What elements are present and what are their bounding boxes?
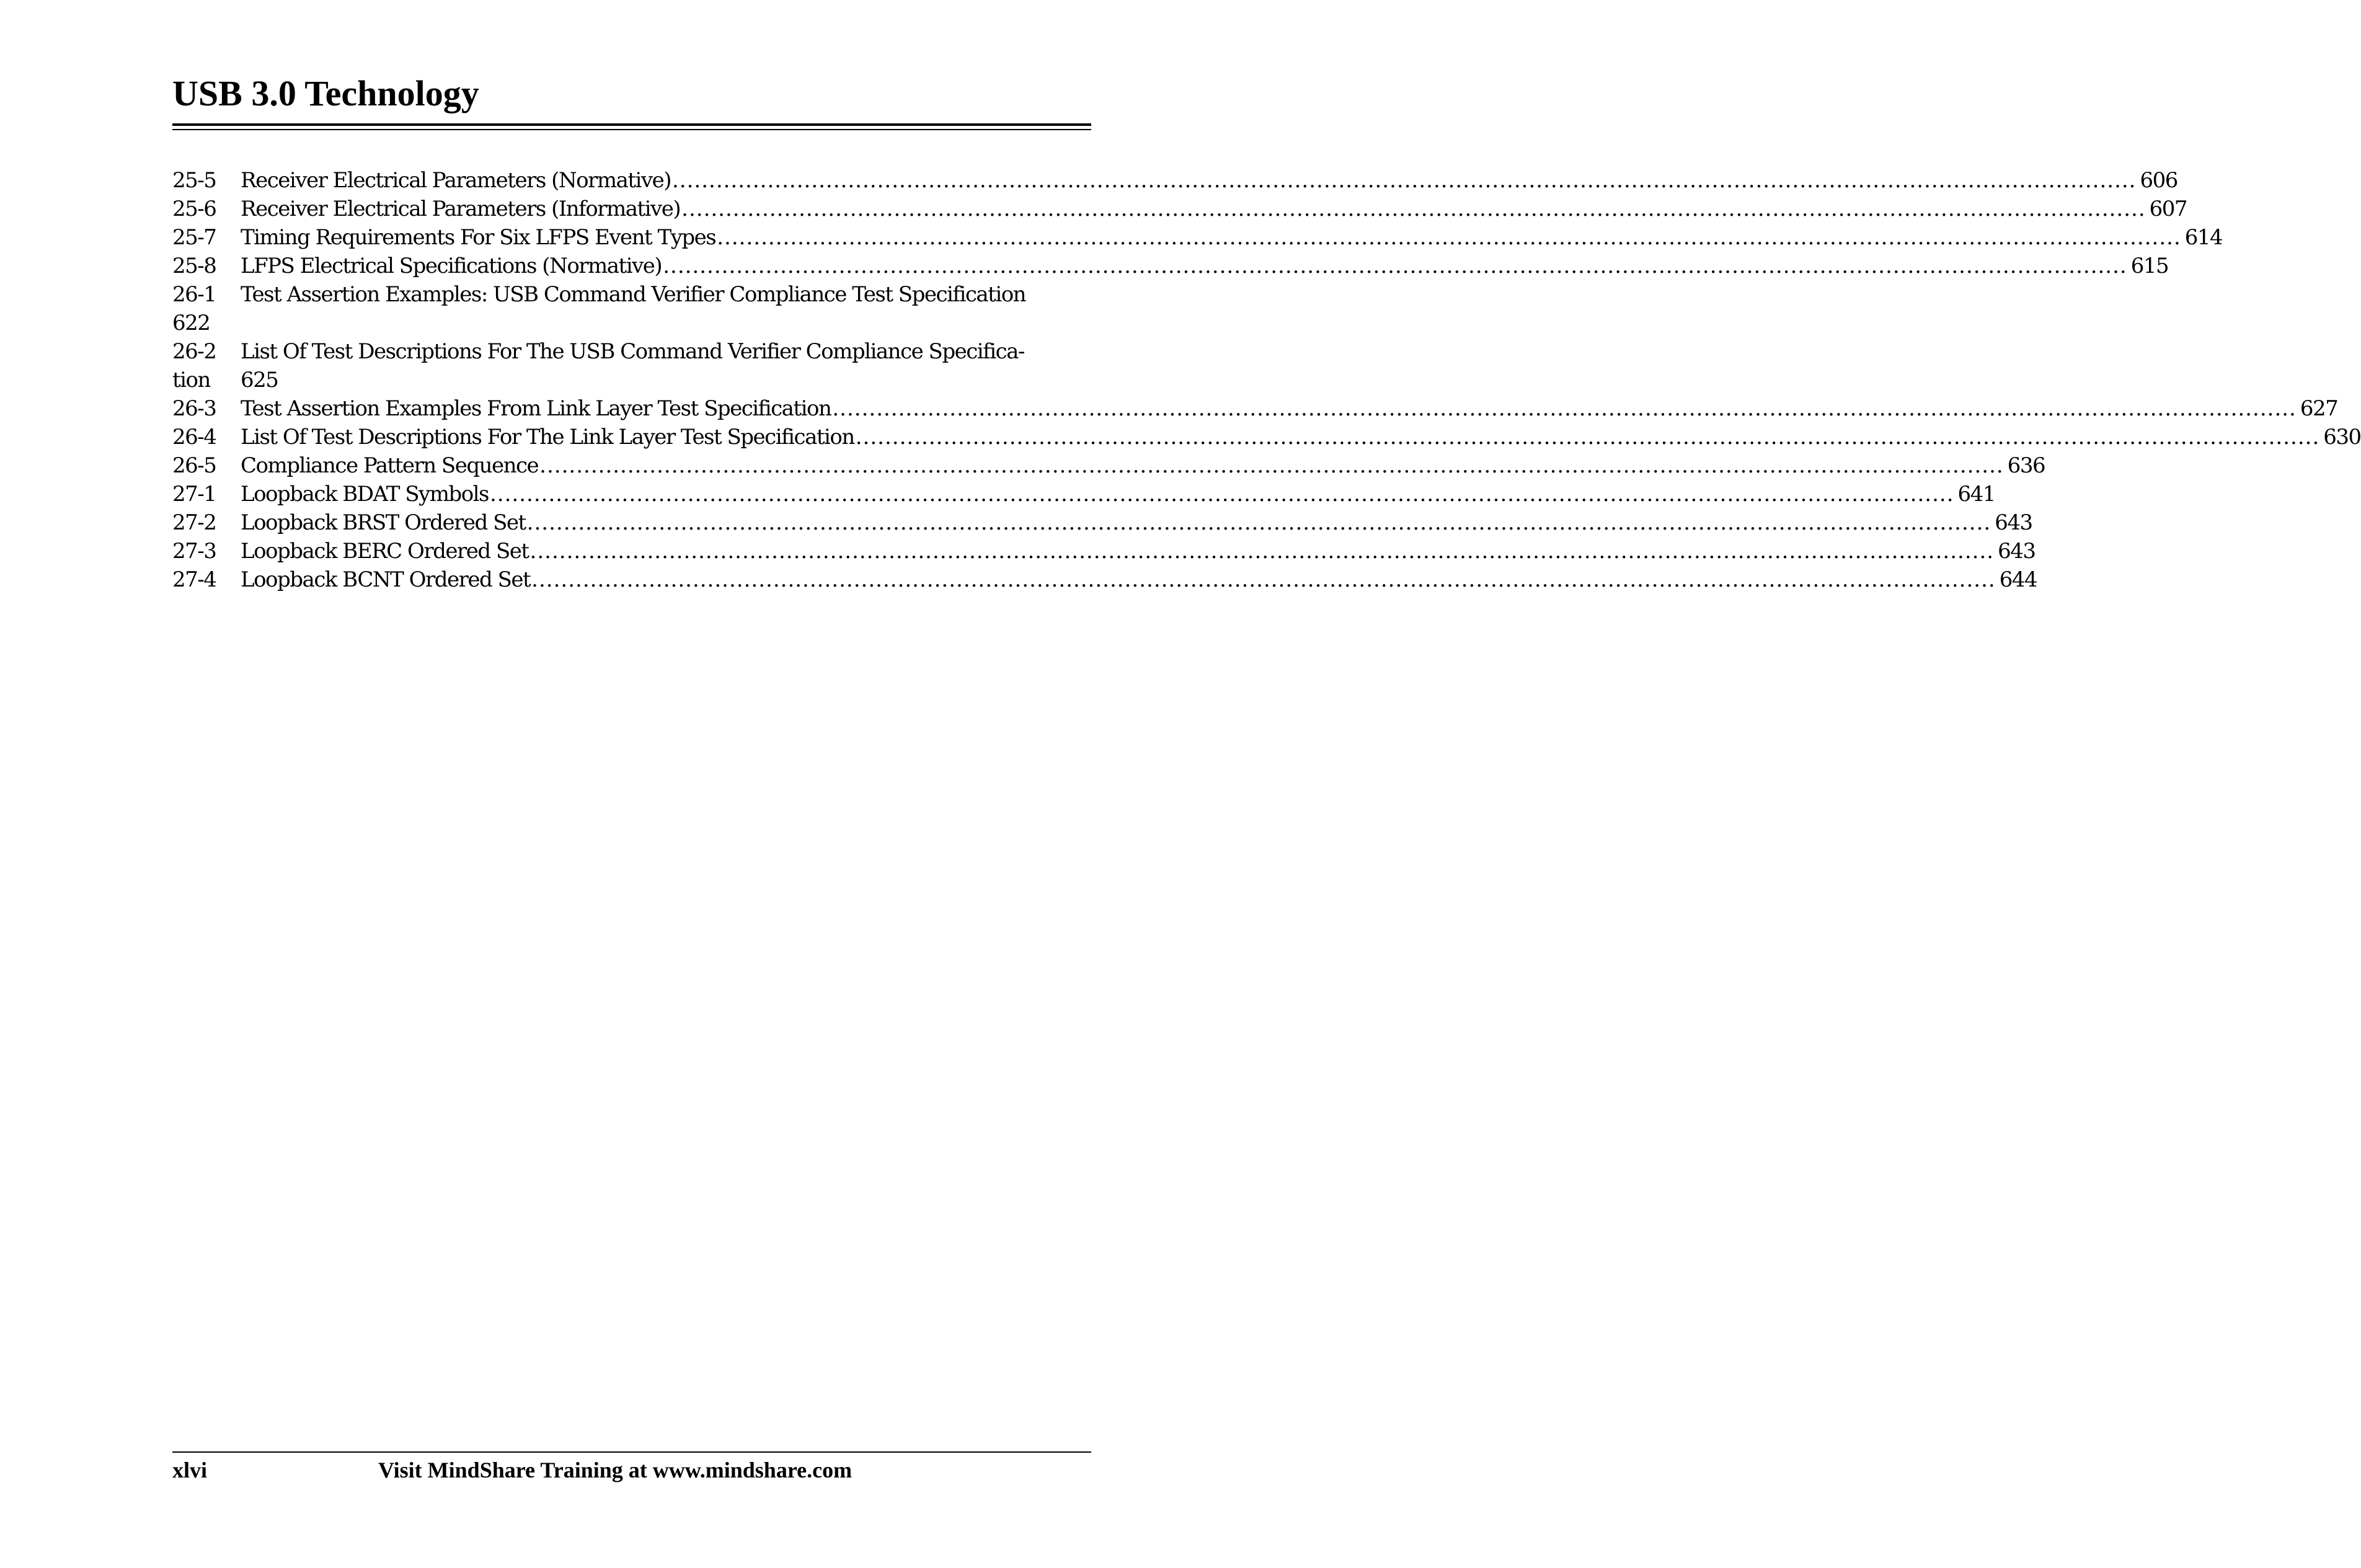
toc-entry[interactable] bbox=[172, 565, 2037, 594]
toc-entry-title: Loopback BRST Ordered Set bbox=[241, 510, 526, 535]
toc-entry-title: Test Assertion Examples From Link Layer Test Specification bbox=[241, 396, 831, 421]
toc-entry-page: 607 bbox=[2149, 197, 2187, 221]
dot-leader: ........................................................................................................................................................................................................ bbox=[671, 168, 2137, 193]
toc-entry[interactable] bbox=[172, 337, 1091, 394]
dot-leader: ........................................................................................................................................................................................................ bbox=[681, 197, 2146, 221]
footer-page-number: xlvi bbox=[172, 1458, 208, 1482]
toc-entry-title: Test Assertion Examples: USB Command Verifier Compliance Test Specification bbox=[241, 282, 1026, 307]
footer-text: Visit MindShare Training at www.mindshare.com bbox=[378, 1458, 853, 1482]
dot-leader: ........................................................................................................................................................................................................ bbox=[855, 425, 2320, 450]
footer-rule bbox=[172, 1451, 1091, 1453]
toc-entry-title: LFPS Electrical Specifications (Normative) bbox=[241, 254, 662, 278]
toc-entry-page: 643 bbox=[1998, 539, 2035, 564]
dot-leader: ........................................................................................................................................................................................................ bbox=[490, 482, 1954, 507]
toc-entry-title: List Of Test Descriptions For The USB Command Verifier Compliance Specifica- bbox=[241, 339, 1024, 364]
toc-entry-title: List Of Test Descriptions For The Link Layer Test Specification bbox=[241, 425, 854, 450]
dot-leader: ........................................................................................................................................................................................................ bbox=[539, 453, 2004, 478]
toc-entry-number: 25-7 bbox=[172, 225, 216, 250]
toc-entry-title-continuation: tion bbox=[172, 368, 210, 392]
toc-entry-title: Compliance Pattern Sequence bbox=[241, 453, 539, 478]
toc-entry[interactable] bbox=[172, 280, 1091, 337]
toc-entry-title: Receiver Electrical Parameters (Informative) bbox=[241, 197, 681, 221]
toc-entry-title: Receiver Electrical Parameters (Normative) bbox=[241, 168, 671, 193]
toc-entry[interactable] bbox=[172, 508, 2032, 537]
toc-entry-number: 26-4 bbox=[172, 425, 216, 450]
toc-entry-page: 630 bbox=[2323, 425, 2361, 450]
toc-entry-page: 615 bbox=[2130, 254, 2169, 278]
dot-leader: ........................................................................................................................................................................................................ bbox=[526, 510, 1991, 535]
toc-entry[interactable] bbox=[172, 166, 2177, 195]
toc-entry-page: 614 bbox=[2184, 225, 2223, 250]
toc-entry-page: 625 bbox=[241, 368, 278, 392]
toc-entry[interactable] bbox=[172, 537, 2035, 565]
toc-entry-number: 26-3 bbox=[172, 396, 216, 421]
toc-entry[interactable] bbox=[172, 252, 2169, 280]
header-rule bbox=[172, 123, 1091, 126]
dot-leader: ........................................................................................................................................................................................................ bbox=[531, 567, 1996, 592]
dot-leader: ........................................................................................................................................................................................................ bbox=[832, 396, 2297, 421]
toc-entry[interactable] bbox=[172, 223, 2223, 252]
toc-entry-number: 26-5 bbox=[172, 453, 216, 478]
dot-leader: ........................................................................................................................................................................................................ bbox=[529, 539, 1995, 564]
toc-entry[interactable] bbox=[172, 195, 2187, 223]
toc-entry-title: Timing Requirements For Six LFPS Event Types bbox=[241, 225, 716, 250]
toc-entry-title: Loopback BDAT Symbols bbox=[241, 482, 489, 507]
toc-entry-number: 25-8 bbox=[172, 254, 216, 278]
toc-entry-page: 622 bbox=[172, 311, 210, 335]
toc-entry-page: 606 bbox=[2140, 168, 2177, 193]
toc-entry-number: 25-5 bbox=[172, 168, 216, 193]
toc-entry-page: 644 bbox=[1999, 567, 2037, 592]
toc-entry[interactable] bbox=[172, 423, 2361, 451]
page-header-title: USB 3.0 Technology bbox=[172, 73, 479, 113]
toc-entry[interactable] bbox=[172, 394, 2338, 423]
toc-entry-number: 26-1 bbox=[172, 282, 216, 307]
table-of-contents bbox=[172, 166, 2361, 594]
dot-leader: ........................................................................................................................................................................................................ bbox=[717, 225, 2181, 250]
toc-entry-title: Loopback BCNT Ordered Set bbox=[241, 567, 531, 592]
toc-entry[interactable] bbox=[172, 480, 1995, 508]
header-rule-thin bbox=[172, 129, 1091, 130]
toc-entry[interactable] bbox=[172, 451, 2045, 480]
toc-entry-page: 627 bbox=[2300, 396, 2338, 421]
toc-entry-page: 641 bbox=[1957, 482, 1995, 507]
toc-entry-number: 27-1 bbox=[172, 482, 216, 507]
toc-entry-number: 26-2 bbox=[172, 339, 216, 364]
toc-entry-title: Loopback BERC Ordered Set bbox=[241, 539, 529, 564]
toc-entry-number: 27-4 bbox=[172, 567, 216, 592]
toc-entry-number: 27-3 bbox=[172, 539, 216, 564]
dot-leader: ........................................................................................................................................................................................................ bbox=[663, 254, 2127, 278]
toc-entry-number: 25-6 bbox=[172, 197, 216, 221]
toc-entry-page: 636 bbox=[2007, 453, 2045, 478]
toc-entry-page: 643 bbox=[1995, 510, 2032, 535]
toc-entry-number: 27-2 bbox=[172, 510, 216, 535]
